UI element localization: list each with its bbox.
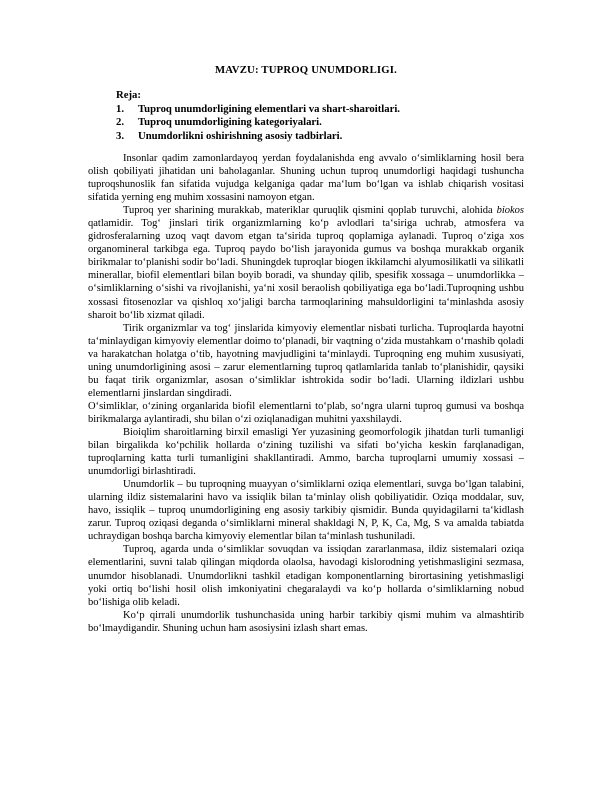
paragraph-2-rest: qatlamidir. Tog‘ jinslari tirik organizmlarning ko‘p avlodlari ta‘siriga uchrab, atmosfera va gidrosferalarning uzoq vaqt davom etgan ta‘sirida tuproq qoplamiga aylanadi. Tuproq o‘ziga xos organomineral tarkibga ega. Tuproq paydo bo‘lish jarayonida gumus va boshqa murakkab organik birikmalar to‘planishi sodir bo‘ladi. Shuningdek tuproqlar biogen ikkilamchi alyumosilikatli va silikatli minerallar, biofil elementlari bilan boyib boradi, va shunday qilib, spesifik xossaga – unumdorlikka – o‘simliklarning o‘sishi va rivojlanishi, ya‘ni xosil beraolish qobiliyatiga ega bo‘ladi.Tuproqning ushbu xossasi fitosenozlar va qishloq xo‘jaligi barcha tarmoqlarining mahsuldorligini ta‘minlashda asosiy sharoit bo‘lib xizmat qiladi. — [88, 218, 524, 321]
plan-item-text: Tuproq unumdorligining kategoriyalari. — [138, 116, 322, 128]
paragraph-3: Tirik organizmlar va tog‘ jinslarida kimyoviy elementlar nisbati turlicha. Tuproqlarda hayotni ta‘minlaydigan kimyoviy elementlar doimo to‘planadi, bir vaqtning o‘zida mustahkam o‘rnashib qoladi va harakatchan holatga o‘tib, hayotning mavjudligini ta‘minlaydi. Tuproqning eng muhim xususiyati, uning unumdorligining asosi – zarur elementlarning tuproq qatlamlarida tanlab to‘planishidir, qaysiki bu faqat tirik organizmlar, asosan o‘simliklar ishtrokida sodir bo‘ladi. Ularning ildizlari ushbu elementlarni jinslardan singdiradi. — [88, 322, 524, 399]
document-title: MAVZU: TUPROQ UNUMDORLIGI. — [214, 64, 398, 76]
plan-item-text: Unumdorlikni oshirishning asosiy tadbirlari. — [138, 129, 343, 142]
plan-item-number: 3. — [116, 129, 125, 142]
plan-item-1 — [116, 102, 524, 117]
plan-item-text: Tuproq unumdorligining elementlari va shart-sharoitlari. — [138, 102, 400, 115]
plan-item-number: 2. — [116, 116, 125, 128]
plan-label: Reja: — [116, 89, 141, 101]
paragraph-1: Insonlar qadim zamonlardayoq yerdan foydalanishda eng avvalo o‘simliklarning hosil bera olish qobiliyati jihatidan uni baholaganlar. Shuning uchun tuproq unumdorligi haqidagi tushuncha tuproqshunoslik fan sifatida vujudga kelganiga qadar ma‘lum bo‘lgan va ishlab chiqarish vositasi sifatida yerning eng muhim xossasini namoyon etgan. — [88, 153, 524, 204]
italic-term-biokos: biokos — [496, 205, 524, 217]
document-page — [88, 0, 524, 792]
document-body — [88, 152, 524, 635]
paragraph-5: Bioiqlim sharoitlarning birxil emasligi Yer yuzasining geomorfologik jihatdan turli tumanligi bilan birgalikda ko‘pchilik hollarda o‘zining tuzilishi va sifati bo‘yicha keskin farqlanadigan, tuproqlarning katta turli tumanligini shakllantiradi. Ammo, barcha tuproqlarni umumiy xossasi – unumdorligi birlashtiradi. — [88, 426, 524, 478]
paragraph-8: Ko‘p qirrali unumdorlik tushunchasida uning harbir tarkibiy qismi muhim va almashtirib bo‘lmaydigandir. Shuning uchun ham asosiysini izlash shart emas. — [88, 609, 524, 634]
paragraph-7: Tuproq, agarda unda o‘simliklar sovuqdan va issiqdan zararlanmasa, ildiz sistemalari oziqa elementlarini, suvni talab qilingan miqdorda olaolsa, havodagi kislorodning yetishmasligini sezmasa, unumdor hisoblanadi. Unumdorlikni tashkil etadigan komponentlarning birortasining yetishmasligi yoki ortiq bo‘lishi hosil olish imkoniyatini chegaralaydi va ko‘p hollarda o‘simliklarning nobud bo‘lishiga olib keladi. — [88, 544, 524, 608]
plan-item-2 — [116, 116, 524, 130]
plan-list — [116, 103, 524, 144]
paragraph-6: Unumdorlik – bu tuproqning muayyan o‘simliklarni oziqa elementlari, suvga bo‘lgan talabini, ularning ildiz sistemalarini havo va issiqlik bilan ta‘minlay olish qobiliyatidir. Oziqa moddalar, suv, havo, issiqlik – tuproq unumdorligining eng asosiy tarkibiy qismidir. Bunda quyidagilarni ta‘kidlash zarur. Tuproq oziqasi deganda o‘simliklarni mineral shakldagi N, P, K, Ca, Mg, S va amalda tabiatda uchraydigan boshqa barcha kimyoviy elementlar bilan ta‘minlash tushuniladi. — [88, 479, 524, 543]
paragraph-2 — [88, 204, 524, 321]
paragraph-4: O‘simliklar, o‘zining organlarida biofil elementlarni to‘plab, so‘ngra ularni tuproq gumusi va boshqa birikmalarga aylantiradi, shu bilan o‘zi oziqlanadigan muhitni yaxshilaydi. — [88, 400, 524, 425]
plan-item-number: 1. — [116, 102, 125, 115]
plan-section — [116, 89, 524, 143]
plan-item-3 — [116, 129, 524, 144]
paragraph-2-start: Tuproq yer sharining murakkab, materiklar quruqlik qismini qoplab turuvchi, alohida — [123, 205, 497, 217]
